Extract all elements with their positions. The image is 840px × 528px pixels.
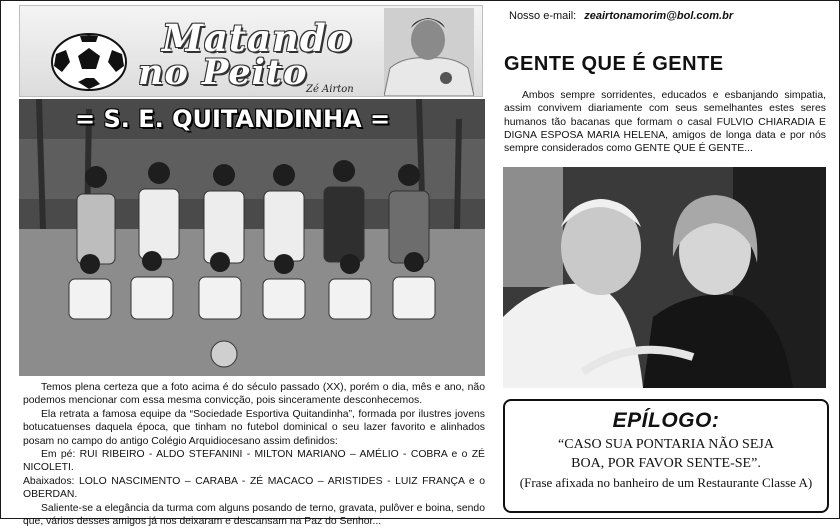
article-paragraph: Abaixados: LOLO NASCIMENTO – CARABA - ZÉ MACACO – ARISTIDES - LUIZ FRANÇA e o OBERDAN. [23, 475, 485, 501]
masthead-title-line1: Matando [162, 16, 353, 60]
columnist-portrait [384, 8, 474, 96]
masthead-author: Zé Airton [306, 84, 354, 95]
couple-photo-illustration [503, 167, 826, 388]
contact-row [509, 10, 733, 22]
team-photo-illustration [19, 99, 485, 376]
article-paragraph: Saliente-se a elegância da turma com alguns posando de terno, gravata, pulôver e boina, sendo que, vários desses amigos já nos deixaram e descansam na Paz do Senhor... [23, 502, 485, 528]
article-paragraph: Em pé: RUI RIBEIRO - ALDO STEFANINI - MILTON MARIANO – AMÉLIO - COBRA e o ZÉ NICOLETI. [23, 449, 485, 474]
masthead-banner [19, 5, 483, 97]
soccer-ball-icon [50, 32, 128, 92]
epilogo-box [503, 399, 829, 513]
article-paragraph: Temos plena certeza que a foto acima é do século passado (XX), porém o dia, mês e ano, não podemos mencionar com essa mesma convicção, pois sinceramente desconhecemos. [23, 382, 485, 407]
epilogo-source: (Frase afixada no banheiro de um Restaurante Classe A) [519, 475, 813, 490]
email-link[interactable]: zeairtonamorim@bol.com.br [584, 10, 734, 22]
article-quitandinha [23, 381, 485, 528]
epilogo-title: EPÍLOGO: [612, 409, 720, 432]
couple-photo [503, 167, 826, 388]
epilogo-quote-line1: “CASO SUA PONTARIA NÃO SEJA [558, 437, 774, 452]
article-paragraph: Ela retrata a famosa equipe da “Sociedade Esportiva Quitandinha”, formada por ilustres jovens botucatuenses daquela época, que tinham no futebol dominical o seu lazer favorito e alinhados posam no campo do antigo Colégio Arquidiocesano assim definidos: [23, 408, 485, 447]
masthead-title-line2: no Peito [138, 52, 308, 93]
team-photo [19, 99, 485, 376]
gente-paragraph: Ambos sempre sorridentes, educados e esbanjando simpatia, assim convivem diariamente com seus semelhantes estes seres humanos tão bacanas que formam o casal FULVIO CHIARADIA E DIGNA ESPOSA MARIA HELENA, amigos de longa data e por nós sempre considerados como GENTE QUE É GENTE... [504, 90, 826, 155]
epilogo-quote [505, 435, 827, 473]
epilogo-quote-line2: BOA, POR FAVOR SENTE-SE”. [571, 456, 761, 471]
section-heading-gente: GENTE QUE É GENTE [504, 53, 724, 75]
email-label: Nosso e-mail: [509, 10, 577, 22]
team-photo-title: = S. E. QUITANDINHA = [75, 105, 391, 133]
